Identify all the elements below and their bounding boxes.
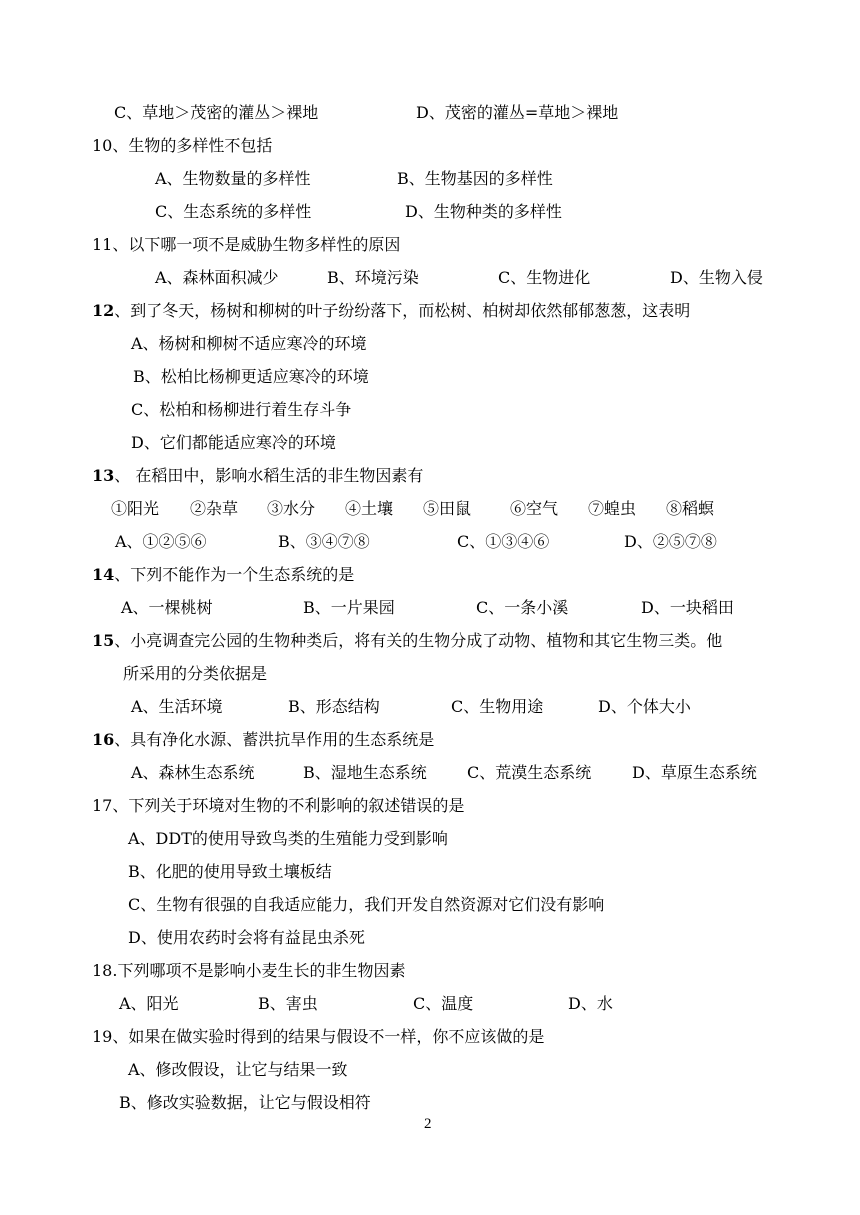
- q17-option-d: [128, 928, 365, 948]
- q16-options-row: [0, 763, 860, 783]
- q12-option-a-text: A、杨树和柳树不适应寒冷的环境: [131, 334, 367, 353]
- q12-option-d: [131, 433, 336, 453]
- q13-item-2: ②杂草: [190, 499, 239, 518]
- q10-stem-text: 10、生物的多样性不包括: [92, 136, 273, 155]
- q19-option-b-text: B、修改实验数据，让它与假设相符: [119, 1093, 371, 1112]
- q10-stem: [92, 136, 272, 156]
- q14-option-d: D、一块稻田: [641, 598, 734, 617]
- q17-option-b: [128, 862, 332, 882]
- q15-option-c: C、生物用途: [451, 697, 544, 716]
- q18-option-c: C、温度: [413, 994, 474, 1013]
- q11-stem-text: 11、以下哪一项不是威胁生物多样性的原因: [92, 235, 401, 254]
- q12-option-b-text: B、松柏比杨柳更适应寒冷的环境: [133, 367, 369, 386]
- q15-stem-line-2: [123, 664, 267, 684]
- q18-option-d: D、水: [568, 994, 613, 1013]
- q17-stem: [92, 796, 464, 816]
- q14-stem: [92, 565, 354, 585]
- q14-option-a: A、一棵桃树: [121, 598, 213, 617]
- q18-option-b: B、害虫: [258, 994, 318, 1013]
- q13-option-d: D、②⑤⑦⑧: [624, 532, 717, 551]
- q10-option-c: C、生态系统的多样性: [155, 202, 312, 221]
- q10-option-b: B、生物基因的多样性: [397, 169, 553, 188]
- q13-item-7: ⑦蝗虫: [588, 499, 637, 518]
- q11-option-b: B、环境污染: [327, 268, 419, 287]
- q19-stem-text: 19、如果在做实验时得到的结果与假设不一样，你不应该做的是: [92, 1027, 545, 1046]
- q15-stem-text-2: 所采用的分类依据是: [123, 664, 268, 683]
- q9-options-row: [0, 103, 860, 123]
- q14-stem-text: 、下列不能作为一个生态系统的是: [114, 565, 355, 584]
- q18-stem: [92, 961, 405, 981]
- q11-option-c: C、生物进化: [498, 268, 591, 287]
- q10-option-a: A、生物数量的多样性: [155, 169, 311, 188]
- q13-item-6: ⑥空气: [510, 499, 559, 518]
- q15-option-b: B、形态结构: [288, 697, 380, 716]
- q17-option-a: [128, 829, 448, 849]
- q16-stem-text: 、具有净化水源、蓄洪抗旱作用的生态系统是: [114, 730, 435, 749]
- q15-options-row: [0, 697, 860, 717]
- q14-option-b: B、一片果园: [303, 598, 395, 617]
- q16-option-a: A、森林生态系统: [131, 763, 255, 782]
- q15-option-d: D、个体大小: [598, 697, 691, 716]
- q13-item-3: ③水分: [267, 499, 316, 518]
- q12-stem-text: 、到了冬天，杨树和柳树的叶子纷纷落下，而松树、柏树却依然郁郁葱葱，这表明: [114, 301, 691, 320]
- q12-option-a: [131, 334, 367, 354]
- q12-option-b: [133, 367, 369, 387]
- q15-number: 15: [92, 631, 115, 650]
- q13-option-b: B、③④⑦⑧: [278, 532, 370, 551]
- q16-option-b: B、湿地生态系统: [303, 763, 427, 782]
- q13-item-8: ⑧稻螟: [666, 499, 715, 518]
- q18-stem-text: 18.下列哪项不是影响小麦生长的非生物因素: [92, 961, 406, 980]
- q12-option-c-text: C、松柏和杨柳进行着生存斗争: [131, 400, 352, 419]
- q9-option-d: D、茂密的灌丛=草地＞裸地: [416, 103, 619, 122]
- q13-item-1: ①阳光: [111, 499, 160, 518]
- q11-stem: [92, 235, 400, 255]
- q11-option-a: A、森林面积减少: [155, 268, 279, 287]
- q15-stem-text-1: 、小亮调查完公园的生物种类后，将有关的生物分成了动物、植物和其它生物三类。他: [114, 631, 723, 650]
- q16-option-c: C、荒漠生态系统: [467, 763, 592, 782]
- q14-number: 14: [92, 565, 115, 584]
- q17-option-a-text: A、DDT的使用导致鸟类的生殖能力受到影响: [128, 829, 448, 848]
- q19-option-a: [128, 1060, 348, 1080]
- q13-option-a: A、①②⑤⑥: [115, 532, 207, 551]
- q11-options-row: [0, 268, 860, 288]
- q10-option-d: D、生物种类的多样性: [405, 202, 562, 221]
- q16-number: 16: [92, 730, 115, 749]
- q14-options-row: [0, 598, 860, 618]
- q12-stem: [92, 301, 690, 321]
- q12-number: 12: [92, 301, 115, 320]
- page-number: 2: [424, 1116, 432, 1132]
- q17-option-b-text: B、化肥的使用导致土壤板结: [128, 862, 332, 881]
- q14-option-c: C、一条小溪: [476, 598, 569, 617]
- q10-options-row-2: [0, 202, 860, 222]
- q13-stem-text: 、 在稻田中，影响水稻生活的非生物因素有: [114, 466, 424, 485]
- q16-stem: [92, 730, 434, 750]
- q15-option-a: A、生活环境: [131, 697, 223, 716]
- q11-option-d: D、生物入侵: [670, 268, 763, 287]
- q17-option-d-text: D、使用农药时会将有益昆虫杀死: [128, 928, 365, 947]
- q15-stem-line-1: [92, 631, 722, 651]
- q13-items-row: [0, 499, 860, 519]
- q18-options-row: [0, 994, 860, 1014]
- q19-stem: [92, 1027, 544, 1047]
- q12-option-c: [131, 400, 351, 420]
- q10-options-row-1: [0, 169, 860, 189]
- q13-option-c: C、①③④⑥: [457, 532, 550, 551]
- q17-option-c: [128, 895, 604, 915]
- q13-item-4: ④土壤: [345, 499, 394, 518]
- q13-options-row: [0, 532, 860, 552]
- q18-option-a: A、阳光: [119, 994, 179, 1013]
- q19-option-a-text: A、修改假设，让它与结果一致: [128, 1060, 348, 1079]
- q12-option-d-text: D、它们都能适应寒冷的环境: [131, 433, 336, 452]
- q17-stem-text: 17、下列关于环境对生物的不利影响的叙述错误的是: [92, 796, 465, 815]
- q13-stem: [92, 466, 423, 486]
- q13-item-5: ⑤田鼠: [423, 499, 472, 518]
- q19-option-b: [119, 1093, 371, 1113]
- q17-option-c-text: C、生物有很强的自我适应能力，我们开发自然资源对它们没有影响: [128, 895, 605, 914]
- q9-option-c: C、草地＞茂密的灌丛＞裸地: [114, 103, 319, 122]
- q16-option-d: D、草原生态系统: [632, 763, 757, 782]
- q13-number: 13: [92, 466, 115, 485]
